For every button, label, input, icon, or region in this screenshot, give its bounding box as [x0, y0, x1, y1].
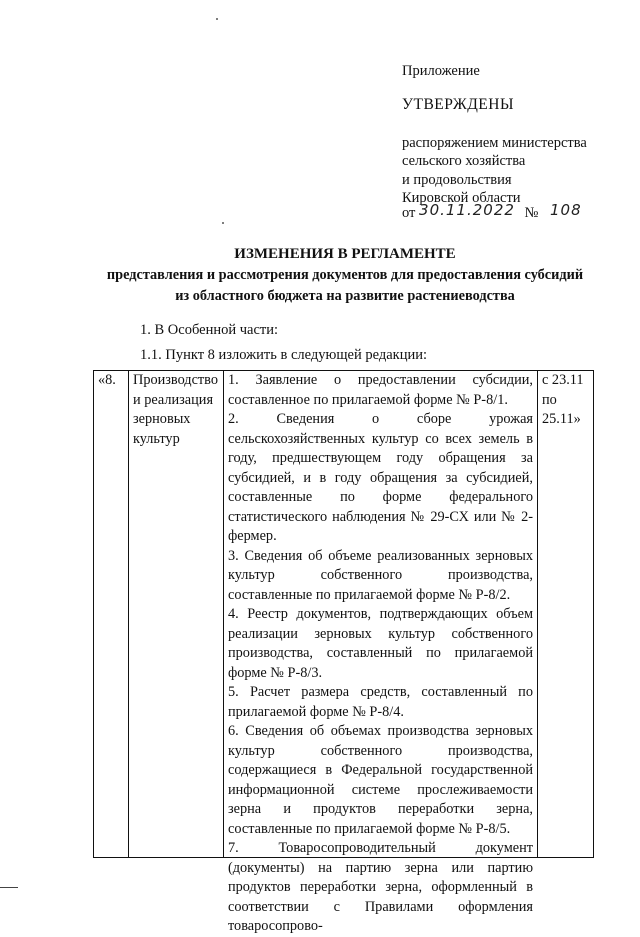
order-line: Кировской области — [402, 189, 521, 206]
table-row — [94, 371, 594, 858]
order-line: сельского хозяйства — [402, 153, 526, 170]
row-term: с 23.11 по 25.11» — [542, 372, 584, 427]
row-term-cell — [538, 371, 594, 858]
order-date-number-line — [402, 203, 582, 222]
title-line-2: представления и рассмотрения документов для предоставления субсидий — [106, 267, 584, 283]
row-name: Производство и реализация зерновых культур — [133, 372, 218, 447]
scan-speck — [222, 222, 224, 224]
handwritten-date: 30.11.2022 — [419, 201, 515, 219]
row-documents-cell — [224, 371, 538, 934]
scan-speck — [216, 18, 218, 20]
approval-order-block — [402, 134, 632, 207]
document-item: 3. Сведения об объеме реализованных зерновых культур собственного производства, составленные по прилагаемой форме № Р-8/2. — [228, 547, 533, 603]
number-label: № — [524, 205, 539, 221]
document-item: 7. Товаросопроводительный документ (документы) на партию зерна или партию продуктов переработки зерна, оформленный в соответствии с Правилами оформления товаросопрово- — [228, 840, 533, 934]
row-number: «8. — [98, 372, 116, 388]
document-item: 1. Заявление о предоставлении субсидии, составленное по прилагаемой форме № Р-8/1. — [228, 372, 533, 408]
title-line-3: из областного бюджета на развитие растениеводства — [175, 288, 515, 304]
order-line: и продовольствия — [402, 171, 512, 188]
document-item: 4. Реестр документов, подтверждающих объем реализации зерновых культур собственного производства, составленный по прилагаемой форме № Р-8/3. — [228, 606, 533, 681]
handwritten-number: 108 — [550, 201, 582, 219]
order-line: распоряжением министерства — [402, 135, 587, 151]
appendix-label: Приложение — [402, 63, 480, 79]
row-number-cell — [94, 371, 129, 858]
paragraph-1-1: 1.1. Пункт 8 изложить в следующей редакции: — [140, 347, 428, 363]
document-item: 6. Сведения об объемах производства зерновых культур собственного производства, содержащиеся в Федеральной государственной информационной системе прослеживаемости зерна и продуктов переработки зерна, составленные по прилагаемой форме № Р-8/5. — [228, 723, 533, 837]
scan-edge-mark — [0, 887, 18, 888]
document-title — [60, 244, 630, 306]
document-item: 2. Сведения о сборе урожая сельскохозяйственных культур со всех земель в году, предшествующем году обращения за субсидией, и в году обращения за субсидией, составленные по форме федерального статистического наблюдения № 29-СХ или № 2-фермер. — [228, 411, 533, 544]
title-line-1: ИЗМЕНЕНИЯ В РЕГЛАМЕНТЕ — [234, 246, 456, 262]
from-label: от — [402, 205, 416, 221]
row-name-cell — [129, 371, 224, 858]
document-item: 5. Расчет размера средств, составленный по прилагаемой форме № Р-8/4. — [228, 684, 533, 720]
regulation-table — [93, 370, 594, 934]
approved-label: УТВЕРЖДЕНЫ — [402, 96, 514, 113]
paragraph-1: 1. В Особенной части: — [140, 322, 279, 338]
